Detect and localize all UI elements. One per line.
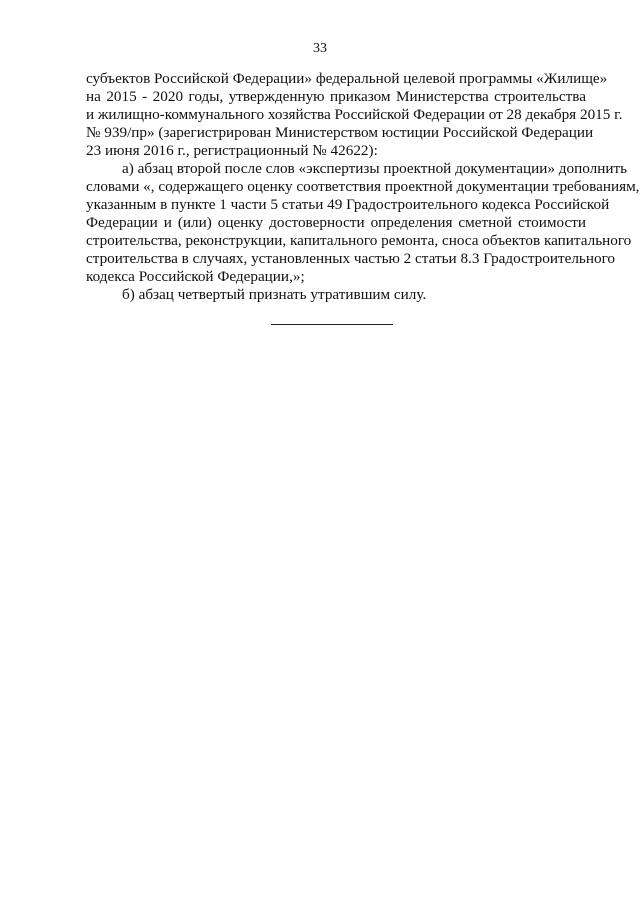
paragraph-b: б) абзац четвертый признать утратившим силу. bbox=[122, 286, 427, 303]
text-line: и жилищно-коммунального хозяйства Российской Федерации от 28 декабря 2015 г. bbox=[86, 106, 623, 123]
text-line: № 939/пр» (зарегистрирован Министерством юстиции Российской Федерации bbox=[86, 124, 594, 141]
text-line: кодекса Российской Федерации,»; bbox=[86, 268, 305, 285]
text-line: 23 июня 2016 г., регистрационный № 42622): bbox=[86, 142, 378, 159]
text-line: строительства, реконструкции, капитального ремонта, сноса объектов капитального bbox=[86, 232, 632, 249]
paragraph-a-first-line: а) абзац второй после слов «экспертизы проектной документации» дополнить bbox=[122, 160, 628, 177]
text-line: указанным в пункте 1 части 5 статьи 49 Градостроительного кодекса Российской bbox=[86, 196, 610, 213]
text-line: словами «, содержащего оценку соответствия проектной документации требованиям, bbox=[86, 178, 640, 195]
document-body bbox=[86, 70, 640, 304]
text-line: субъектов Российской Федерации» федеральной целевой программы «Жилище» bbox=[86, 70, 608, 87]
text-line: Федерации и (или) оценку достоверности определения сметной стоимости bbox=[86, 214, 586, 231]
text-line: на 2015 - 2020 годы, утвержденную приказом Министерства строительства bbox=[86, 88, 586, 105]
page-number: 33 bbox=[313, 41, 327, 56]
end-separator-line bbox=[271, 324, 393, 325]
text-line: строительства в случаях, установленных частью 2 статьи 8.3 Градостроительного bbox=[86, 250, 616, 267]
